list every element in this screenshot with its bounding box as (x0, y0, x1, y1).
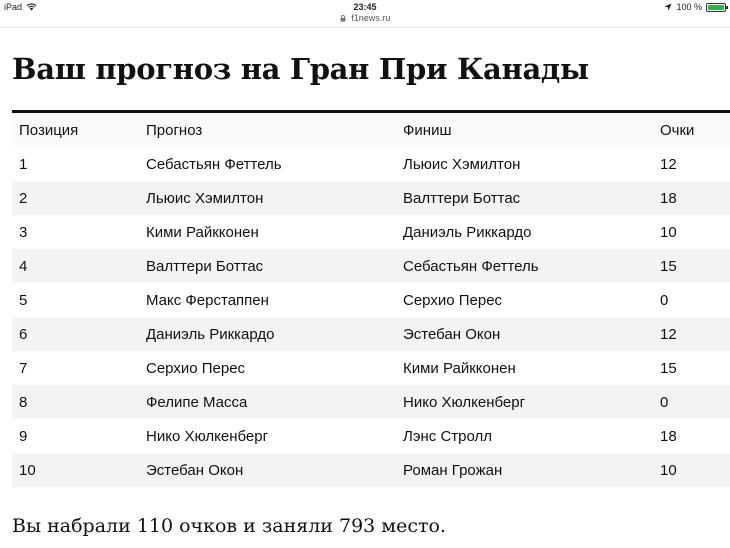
cell-points: 18 (653, 181, 730, 215)
cell-prediction: Себастьян Феттель (146, 155, 282, 173)
cell-position: 8 (12, 385, 139, 419)
table-row (12, 385, 730, 419)
table-row (12, 351, 730, 385)
url-text: f1news.ru (351, 13, 391, 23)
cell-points: 0 (653, 385, 730, 419)
table-row (12, 283, 730, 317)
cell-prediction: Даниэль Риккардо (139, 317, 396, 351)
table-row (12, 419, 730, 453)
table-row (12, 317, 730, 351)
cell-points: 12 (660, 155, 677, 173)
lock-icon (340, 15, 346, 22)
cell-prediction: Льюис Хэмилтон (139, 181, 396, 215)
header-prediction: Прогноз (139, 113, 396, 147)
page-title: Ваш прогноз на Гран При Канады (12, 52, 589, 86)
table-row (12, 249, 730, 283)
table-row (12, 453, 730, 487)
cell-finish: Лэнс Стролл (403, 427, 493, 445)
battery-percent: 100 % (676, 2, 702, 12)
prediction-table (12, 113, 730, 487)
cell-prediction: Валттери Боттас (139, 249, 396, 283)
cell-finish: Эстебан Окон (396, 317, 653, 351)
cell-points: 10 (653, 453, 730, 487)
cell-points: 0 (660, 291, 669, 309)
score-summary: Вы набрали 110 очков и заняли 793 место. (12, 515, 446, 537)
status-bar (0, 0, 730, 14)
cell-prediction: Макс Ферстаппен (146, 291, 269, 309)
cell-position: 1 (19, 155, 28, 173)
cell-points: 18 (660, 427, 677, 445)
table-header-row (12, 113, 730, 147)
cell-prediction: Фелипе Масса (139, 385, 396, 419)
location-arrow-icon (664, 3, 672, 11)
cell-position: 9 (19, 427, 28, 445)
table-row (12, 215, 730, 249)
battery-icon (706, 3, 726, 12)
header-position: Позиция (12, 113, 139, 147)
header-points: Очки (653, 113, 730, 147)
cell-prediction: Кими Райкконен (146, 223, 259, 241)
cell-finish: Льюис Хэмилтон (403, 155, 521, 173)
cell-position: 4 (12, 249, 139, 283)
device-name: iPad (4, 2, 23, 12)
cell-finish: Серхио Перес (403, 291, 503, 309)
cell-position: 3 (19, 223, 28, 241)
address-bar[interactable] (0, 13, 730, 27)
status-right (664, 2, 726, 12)
cell-position: 2 (12, 181, 139, 215)
cell-finish: Валттери Боттас (396, 181, 653, 215)
toolbar-divider (0, 27, 730, 28)
cell-prediction: Эстебан Окон (139, 453, 396, 487)
status-time: 23:45 (353, 2, 377, 12)
table-row (12, 147, 730, 181)
battery-level (708, 5, 724, 10)
header-finish: Финиш (396, 113, 653, 147)
cell-position: 10 (12, 453, 139, 487)
cell-position: 7 (19, 359, 28, 377)
cell-position: 6 (12, 317, 139, 351)
cell-finish: Кими Райкконен (403, 359, 516, 377)
cell-finish: Нико Хюлкенберг (396, 385, 653, 419)
table-row (12, 181, 730, 215)
cell-points: 15 (653, 249, 730, 283)
cell-finish: Даниэль Риккардо (403, 223, 532, 241)
cell-prediction: Нико Хюлкенберг (146, 427, 269, 445)
cell-finish: Роман Грожан (396, 453, 653, 487)
cell-points: 15 (660, 359, 677, 377)
cell-prediction: Серхио Перес (146, 359, 246, 377)
cell-position: 5 (19, 291, 28, 309)
cell-points: 10 (660, 223, 677, 241)
cell-points: 12 (653, 317, 730, 351)
cell-finish: Себастьян Феттель (396, 249, 653, 283)
